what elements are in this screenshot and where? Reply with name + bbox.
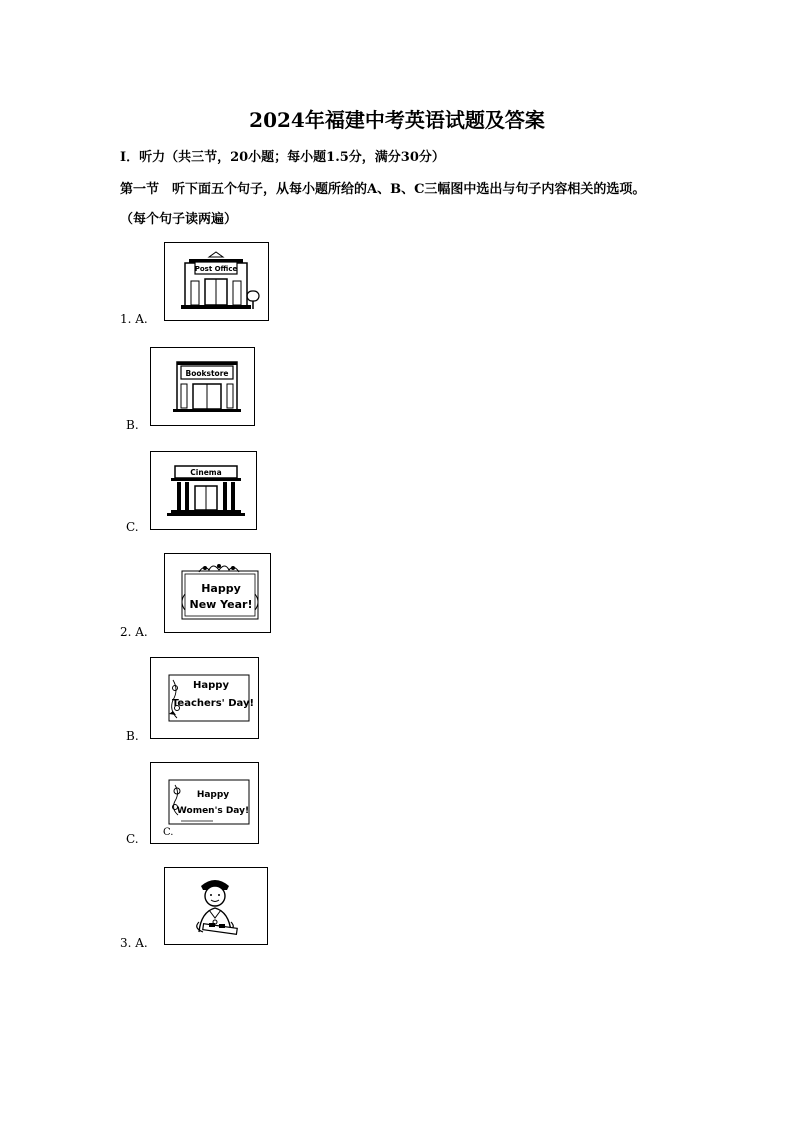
q2-option-b-line2: Teachers' Day! (171, 698, 255, 709)
q1-option-b-sign: Bookstore (185, 369, 229, 378)
q1-option-a-image[interactable] (164, 242, 269, 321)
q1-option-c-image[interactable] (150, 451, 257, 530)
part1-instruction: 第一节 听下面五个句子，从每小题所给的A、B、C三幅图中选出与句子内容相关的选项。 (120, 182, 646, 197)
q3-option-a-label: 3. A. (120, 936, 148, 950)
q2-option-c-line2: Women's Day! (176, 806, 250, 816)
q2-option-a-line2: New Year! (189, 598, 253, 611)
q3-option-a-image[interactable] (164, 867, 268, 945)
q1-option-a-sign: Post Office (194, 265, 238, 273)
q1-option-a-label: 1. A. (120, 312, 148, 326)
page-title: 2024年福建中考英语试题及答案 (249, 108, 545, 132)
q2-option-a-image[interactable] (164, 553, 271, 633)
q2-option-b-label: B. (126, 729, 139, 743)
q1-option-b-image[interactable] (150, 347, 255, 426)
q2-option-a-label: 2. A. (120, 625, 148, 639)
q2-option-c-line1: Happy (196, 790, 230, 800)
q2-option-b-line1: Happy (193, 680, 229, 691)
q1-option-b-label: B. (126, 418, 139, 432)
q2-option-a-line1: Happy (201, 582, 241, 595)
q2-option-c-inner-label: C. (163, 827, 174, 838)
part1-note: （每个句子读两遍） (120, 212, 238, 227)
q2-option-c-label: C. (126, 832, 139, 846)
q2-option-c-image[interactable] (150, 762, 259, 844)
q1-option-c-label: C. (126, 520, 139, 534)
q2-option-b-image[interactable] (150, 657, 259, 739)
q1-option-c-sign: Cinema (190, 468, 222, 477)
section-header: Ⅰ．听力（共三节，20小题；每小题1.5分，满分30分） (120, 150, 445, 165)
